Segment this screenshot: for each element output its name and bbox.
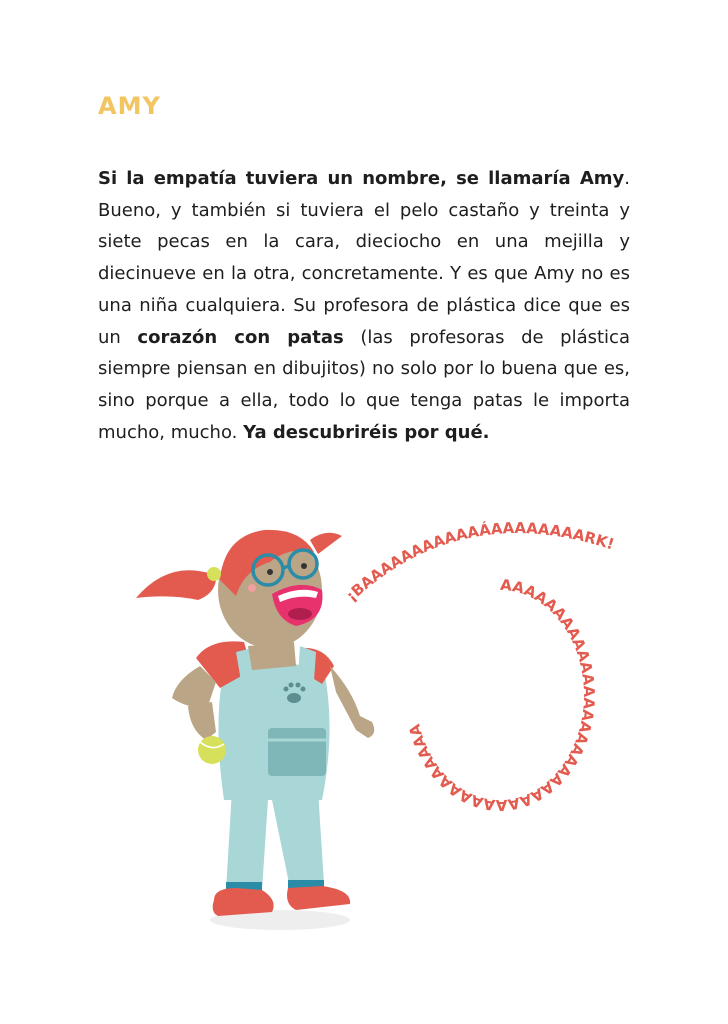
tennis-ball-icon <box>198 736 226 764</box>
bark-spiral-text: AAAAAAAAAAAAAAAAAAAAAAAAAAAAAAAAAAAA <box>405 575 599 815</box>
amy-shouting-illustration <box>0 470 728 970</box>
lead-sentence-bold: Si la empatía tuviera un nombre, se llamaría Amy <box>98 168 625 189</box>
closing-bold: Ya descubriréis por qué. <box>243 421 490 443</box>
cheek-blush <box>248 584 256 592</box>
amy-overalls-legs <box>226 790 324 890</box>
paragraph-text-2: (las profesoras de plástica siempre piensan en dibujitos) no solo por lo buena que es, sino porque a ella, todo lo que tenga patas le importa mucho, mucho. <box>98 326 630 443</box>
heart-with-legs-bold: corazón con patas <box>137 326 344 348</box>
character-name-heading: AMY <box>98 92 161 120</box>
eye-right <box>301 563 307 569</box>
eye-left <box>267 569 273 575</box>
paragraph-text-1: . Bueno, y también si tuviera el pelo castaño y treinta y siete pecas en la cara, dieciocho en una mejilla y diecinueve en la otra, concretamente. Y es que Amy no es una niña cualquiera. Su profesora de plástica dice que es un <box>98 168 630 348</box>
bark-shout-text: ¡BAAAAAAAAAAAÁAAAAAAAARK! <box>342 519 617 605</box>
story-paragraph <box>98 163 630 448</box>
overalls-pocket <box>268 728 326 776</box>
